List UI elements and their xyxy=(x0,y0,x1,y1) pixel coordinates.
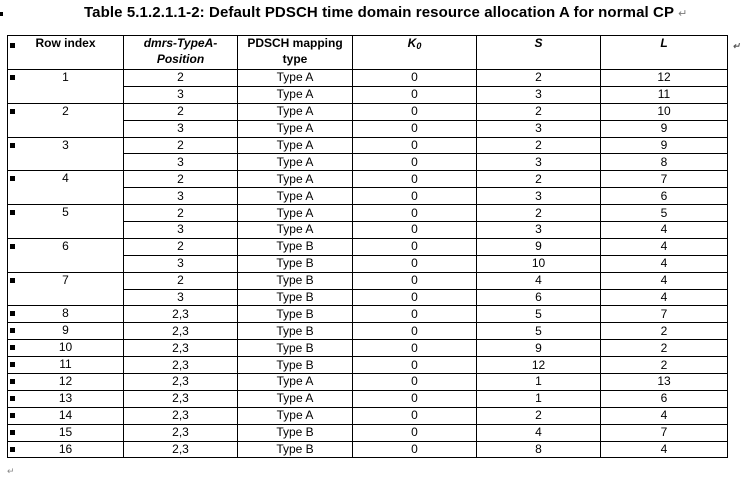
k0-cell: 0 xyxy=(353,424,477,441)
mapping-type-cell: Type B xyxy=(238,340,353,357)
l-cell: 4 xyxy=(601,238,728,255)
k0-cell: 0 xyxy=(353,188,477,205)
header-l xyxy=(601,36,740,70)
dmrs-cell: 3 xyxy=(124,154,238,171)
k0-cell: 0 xyxy=(353,238,477,255)
table-row xyxy=(8,323,728,340)
table-row xyxy=(8,171,728,188)
s-cell: 3 xyxy=(477,120,601,137)
header-s xyxy=(477,36,601,70)
row-index-cell xyxy=(8,306,124,323)
row-end-mark-icon: ↵ xyxy=(732,41,740,51)
k0-cell: 0 xyxy=(353,357,477,374)
mapping-type-cell: Type B xyxy=(238,357,353,374)
s-cell: 6 xyxy=(477,289,601,306)
header-mapping-type-label: PDSCH mapping type xyxy=(247,36,343,66)
l-cell: 8 xyxy=(601,154,728,171)
dmrs-cell: 3 xyxy=(124,188,238,205)
k0-cell: 0 xyxy=(353,340,477,357)
l-cell: 12 xyxy=(601,70,728,87)
row-bullet-icon xyxy=(10,379,15,384)
dmrs-cell: 2,3 xyxy=(124,407,238,424)
dmrs-cell: 2,3 xyxy=(124,323,238,340)
mapping-type-cell: Type B xyxy=(238,238,353,255)
l-cell: 9 xyxy=(601,137,728,154)
s-cell: 1 xyxy=(477,390,601,407)
row-bullet-icon xyxy=(10,430,15,435)
mapping-type-cell: Type A xyxy=(238,407,353,424)
s-cell: 2 xyxy=(477,70,601,87)
dmrs-cell: 2 xyxy=(124,205,238,222)
l-cell: 4 xyxy=(601,407,728,424)
table-row xyxy=(8,357,728,374)
k0-cell: 0 xyxy=(353,289,477,306)
dmrs-cell: 2,3 xyxy=(124,306,238,323)
k0-cell: 0 xyxy=(353,390,477,407)
row-bullet-icon xyxy=(10,244,15,249)
header-k0 xyxy=(353,36,477,70)
l-cell: 4 xyxy=(601,289,728,306)
dmrs-cell: 2,3 xyxy=(124,340,238,357)
row-index-cell xyxy=(8,137,124,171)
row-index-value: 14 xyxy=(58,407,73,422)
s-cell: 2 xyxy=(477,103,601,120)
mapping-type-cell: Type B xyxy=(238,441,353,458)
row-bullet-icon xyxy=(10,109,15,114)
row-bullet-icon xyxy=(10,362,15,367)
s-cell: 9 xyxy=(477,238,601,255)
header-dmrs-label: dmrs-TypeA-Position xyxy=(143,36,218,66)
dmrs-cell: 2,3 xyxy=(124,357,238,374)
mapping-type-cell: Type A xyxy=(238,222,353,239)
row-index-cell xyxy=(8,390,124,407)
k0-cell: 0 xyxy=(353,323,477,340)
row-bullet-icon xyxy=(10,396,15,401)
mapping-type-cell: Type A xyxy=(238,120,353,137)
s-cell: 1 xyxy=(477,374,601,391)
s-cell: 4 xyxy=(477,424,601,441)
mapping-type-cell: Type A xyxy=(238,374,353,391)
row-index-value: 7 xyxy=(62,272,69,287)
mapping-type-cell: Type A xyxy=(238,70,353,87)
s-cell: 10 xyxy=(477,255,601,272)
row-index-value: 11 xyxy=(59,357,72,372)
mapping-type-cell: Type A xyxy=(238,137,353,154)
dmrs-cell: 2,3 xyxy=(124,424,238,441)
s-cell: 2 xyxy=(477,171,601,188)
dmrs-cell: 2 xyxy=(124,70,238,87)
row-bullet-icon xyxy=(10,176,15,181)
row-index-value: 8 xyxy=(62,306,69,321)
l-cell: 2 xyxy=(601,323,728,340)
header-dmrs xyxy=(124,36,238,70)
row-index-value: 3 xyxy=(62,137,69,152)
dmrs-cell: 2 xyxy=(124,238,238,255)
table-row xyxy=(8,424,728,441)
k0-cell: 0 xyxy=(353,120,477,137)
row-index-value: 1 xyxy=(62,70,69,84)
header-row xyxy=(8,36,728,70)
table-row xyxy=(8,441,728,458)
table-row xyxy=(8,306,728,323)
row-index-cell xyxy=(8,357,124,374)
row-index-cell xyxy=(8,407,124,424)
l-cell: 2 xyxy=(601,340,728,357)
k0-cell: 0 xyxy=(353,374,477,391)
row-bullet-icon xyxy=(10,413,15,418)
row-index-value: 6 xyxy=(62,238,69,253)
row-index-value: 15 xyxy=(58,424,73,439)
row-index-cell xyxy=(8,424,124,441)
table-row xyxy=(8,340,728,357)
row-index-value: 5 xyxy=(62,205,69,220)
row-index-value: 2 xyxy=(62,103,69,118)
table-row xyxy=(8,238,728,255)
dmrs-cell: 3 xyxy=(124,289,238,306)
k0-cell: 0 xyxy=(353,222,477,239)
l-cell: 5 xyxy=(601,205,728,222)
s-cell: 3 xyxy=(477,86,601,103)
dmrs-cell: 2,3 xyxy=(124,390,238,407)
l-cell: 13 xyxy=(601,374,728,391)
s-cell: 3 xyxy=(477,188,601,205)
header-s-label: S xyxy=(534,36,543,50)
l-cell: 7 xyxy=(601,424,728,441)
mapping-type-cell: Type A xyxy=(238,154,353,171)
table-row xyxy=(8,374,728,391)
l-cell: 10 xyxy=(601,103,728,120)
header-k0-subscript: 0 xyxy=(416,41,422,51)
table-row xyxy=(8,103,728,120)
table-row xyxy=(8,137,728,154)
k0-cell: 0 xyxy=(353,272,477,289)
table-row xyxy=(8,272,728,289)
row-index-value: 10 xyxy=(58,340,73,355)
s-cell: 8 xyxy=(477,441,601,458)
row-bullet-icon xyxy=(10,43,15,48)
dmrs-cell: 3 xyxy=(124,120,238,137)
mapping-type-cell: Type B xyxy=(238,323,353,340)
mapping-type-cell: Type A xyxy=(238,171,353,188)
l-cell: 9 xyxy=(601,120,728,137)
row-bullet-icon xyxy=(10,278,15,283)
row-index-value: 4 xyxy=(62,171,69,186)
l-cell: 4 xyxy=(601,222,728,239)
row-index-value: 13 xyxy=(58,390,73,405)
mapping-type-cell: Type A xyxy=(238,390,353,407)
dmrs-cell: 3 xyxy=(124,255,238,272)
dmrs-cell: 3 xyxy=(124,86,238,103)
k0-cell: 0 xyxy=(353,70,477,87)
s-cell: 4 xyxy=(477,272,601,289)
dmrs-cell: 2 xyxy=(124,171,238,188)
table-body xyxy=(8,70,728,458)
row-bullet-icon xyxy=(10,143,15,148)
dmrs-cell: 2 xyxy=(124,272,238,289)
allocation-table xyxy=(7,35,740,458)
k0-cell: 0 xyxy=(353,86,477,103)
l-cell: 11 xyxy=(601,86,728,103)
table-title-text: Table 5.1.2.1.1-2: Default PDSCH time domain resource allocation A for normal CP xyxy=(84,4,675,21)
row-index-cell xyxy=(8,374,124,391)
s-cell: 2 xyxy=(477,205,601,222)
k0-cell: 0 xyxy=(353,154,477,171)
row-index-cell xyxy=(8,340,124,357)
mapping-type-cell: Type A xyxy=(238,205,353,222)
row-bullet-icon xyxy=(10,210,15,215)
s-cell: 9 xyxy=(477,340,601,357)
s-cell: 5 xyxy=(477,306,601,323)
l-cell: 4 xyxy=(601,272,728,289)
table-row xyxy=(8,205,728,222)
table-row xyxy=(8,407,728,424)
header-k0-label: K xyxy=(407,36,417,50)
mapping-type-cell: Type A xyxy=(238,103,353,120)
l-cell: 7 xyxy=(601,171,728,188)
row-index-value: 9 xyxy=(62,323,69,338)
k0-cell: 0 xyxy=(353,407,477,424)
mapping-type-cell: Type B xyxy=(238,272,353,289)
k0-cell: 0 xyxy=(353,103,477,120)
table-row xyxy=(8,70,728,87)
k0-cell: 0 xyxy=(353,255,477,272)
row-index-cell xyxy=(8,103,124,137)
dmrs-cell: 3 xyxy=(124,222,238,239)
header-mapping-type xyxy=(238,36,353,70)
row-index-value: 12 xyxy=(58,374,73,389)
mapping-type-cell: Type A xyxy=(238,188,353,205)
row-index-value: 16 xyxy=(58,441,73,456)
dmrs-cell: 2 xyxy=(124,137,238,154)
corner-mark xyxy=(0,12,3,16)
row-index-cell xyxy=(8,70,124,104)
s-cell: 2 xyxy=(477,137,601,154)
k0-cell: 0 xyxy=(353,171,477,188)
header-row-index xyxy=(8,36,124,70)
row-bullet-icon xyxy=(10,345,15,350)
mapping-type-cell: Type B xyxy=(238,424,353,441)
l-cell: 6 xyxy=(601,188,728,205)
mapping-type-cell: Type A xyxy=(238,86,353,103)
l-cell: 2 xyxy=(601,357,728,374)
header-l-label: L xyxy=(660,36,668,50)
row-index-cell xyxy=(8,171,124,205)
dmrs-cell: 2 xyxy=(124,103,238,120)
row-index-cell xyxy=(8,205,124,239)
paragraph-mark-icon: ↵ xyxy=(7,466,15,476)
table-title xyxy=(84,4,687,21)
paragraph-mark-icon: ↵ xyxy=(678,8,688,20)
row-bullet-icon xyxy=(10,328,15,333)
table-row xyxy=(8,390,728,407)
dmrs-cell: 2,3 xyxy=(124,374,238,391)
k0-cell: 0 xyxy=(353,137,477,154)
k0-cell: 0 xyxy=(353,306,477,323)
s-cell: 12 xyxy=(477,357,601,374)
k0-cell: 0 xyxy=(353,205,477,222)
s-cell: 5 xyxy=(477,323,601,340)
k0-cell: 0 xyxy=(353,441,477,458)
dmrs-cell: 2,3 xyxy=(124,441,238,458)
row-index-cell xyxy=(8,441,124,458)
l-cell: 4 xyxy=(601,441,728,458)
l-cell: 7 xyxy=(601,306,728,323)
s-cell: 3 xyxy=(477,154,601,171)
mapping-type-cell: Type B xyxy=(238,306,353,323)
header-row-index-label: Row index xyxy=(35,36,96,50)
mapping-type-cell: Type B xyxy=(238,255,353,272)
row-index-cell xyxy=(8,323,124,340)
row-bullet-icon xyxy=(10,447,15,452)
row-bullet-icon xyxy=(10,311,15,316)
s-cell: 3 xyxy=(477,222,601,239)
row-index-cell xyxy=(8,238,124,272)
l-cell: 6 xyxy=(601,390,728,407)
l-cell: 4 xyxy=(601,255,728,272)
row-index-cell xyxy=(8,272,124,306)
row-bullet-icon xyxy=(10,75,15,80)
mapping-type-cell: Type B xyxy=(238,289,353,306)
s-cell: 2 xyxy=(477,407,601,424)
